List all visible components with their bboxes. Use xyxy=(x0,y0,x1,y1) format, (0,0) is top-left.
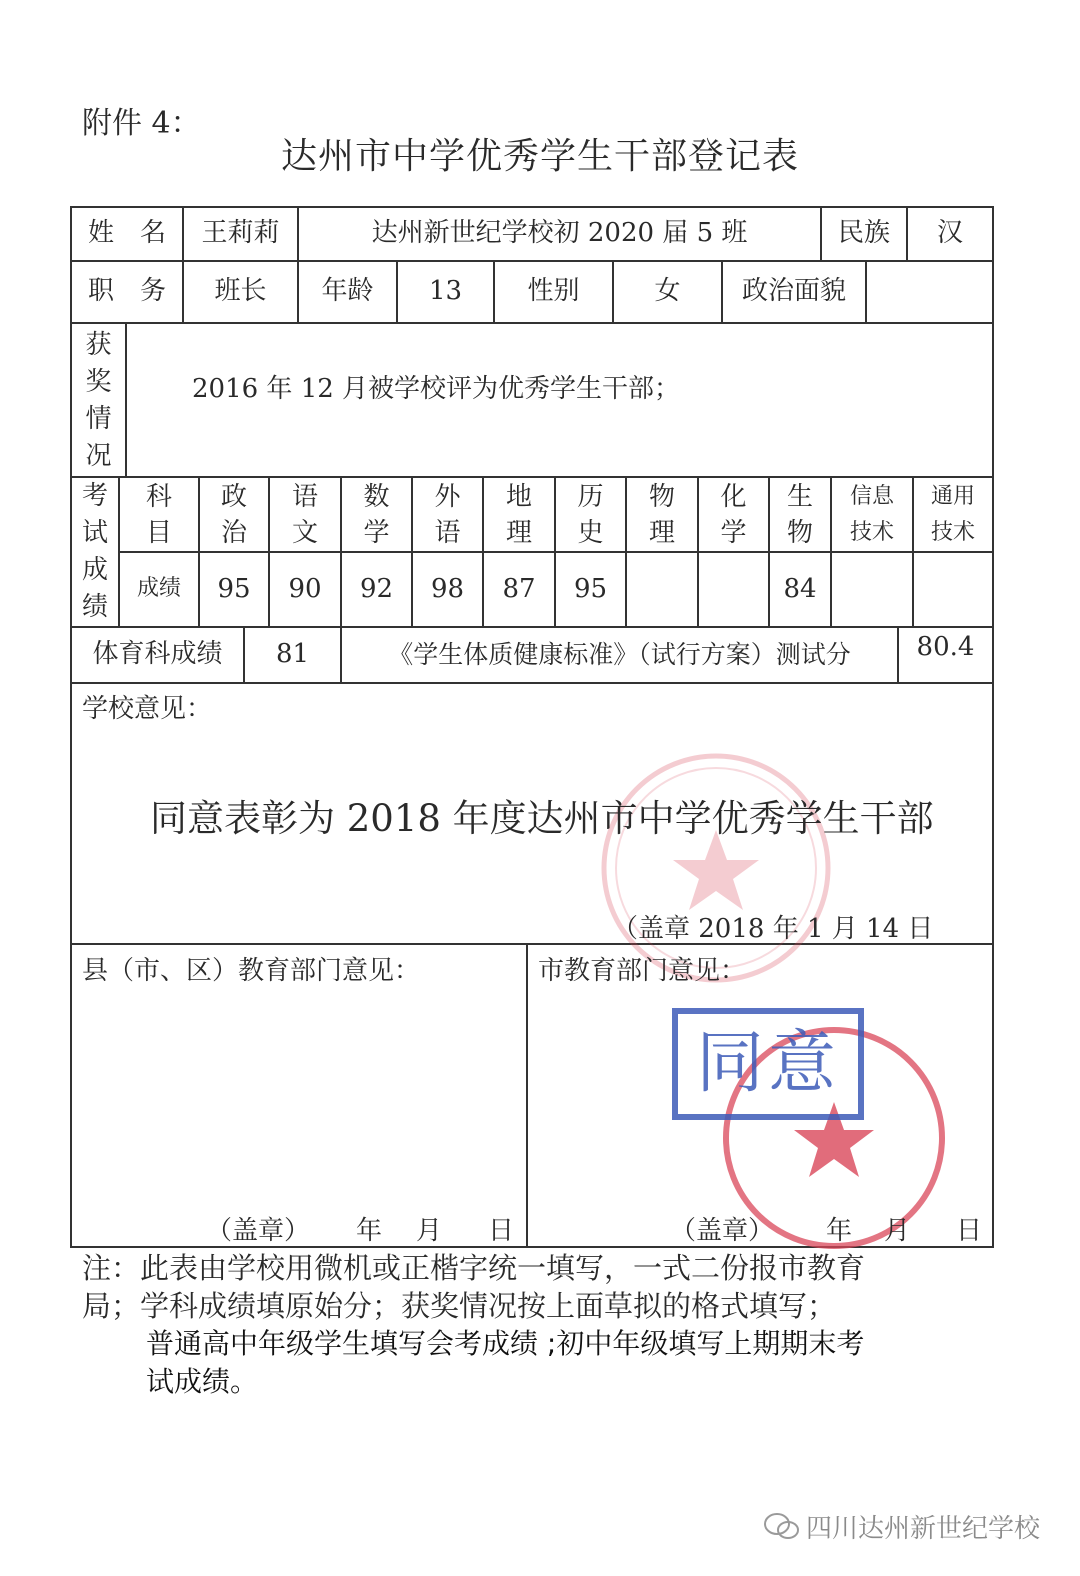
subject-math: 数 学 xyxy=(363,481,390,548)
name-label: 姓 名 xyxy=(87,218,166,249)
county-opinion-label: 县（市、区）教育部门意见： xyxy=(82,956,421,986)
subject-physics: 物 理 xyxy=(648,481,675,548)
score-biology: 84 xyxy=(783,573,817,604)
politics-value xyxy=(867,262,992,322)
note-line-3: 普通高中年级学生填写会考成绩 ;初中年级填写上期期末考 xyxy=(146,1327,865,1360)
subject-chemistry: 化 学 xyxy=(720,481,747,548)
age-value: 13 xyxy=(428,276,463,307)
pe-label: 体育科成绩 xyxy=(92,639,223,670)
score-politics: 95 xyxy=(217,573,251,604)
pe-score: 81 xyxy=(275,639,310,670)
name-value: 王莉莉 xyxy=(201,218,280,249)
city-day-label: 日 xyxy=(956,1216,983,1246)
school-opinion-text: 同意表彰为 2018 年度达州市中学优秀学生干部 xyxy=(150,797,934,840)
attachment-label: 附件 4： xyxy=(82,106,201,141)
subject-politics: 政 治 xyxy=(220,481,247,548)
gender-value: 女 xyxy=(654,276,681,307)
school-class-value: 达州新世纪学校初 2020 届 5 班 xyxy=(371,218,748,249)
politics-label: 政治面貌 xyxy=(741,276,846,307)
city-month-label: 月 xyxy=(884,1216,911,1246)
subject-chinese: 语 文 xyxy=(291,481,318,548)
position-label: 职 务 xyxy=(87,276,166,307)
wechat-watermark xyxy=(764,1508,1040,1545)
subject-general-tech: 通用 技术 xyxy=(930,483,975,545)
subject-it: 信息 技术 xyxy=(849,483,894,545)
city-seal-label: （盖章） xyxy=(670,1216,775,1246)
city-opinion-label: 市教育部门意见： xyxy=(538,956,747,986)
score-math: 92 xyxy=(359,573,394,604)
form-title: 达州市中学优秀学生干部登记表 xyxy=(280,136,799,177)
school-opinion-label: 学校意见： xyxy=(82,694,213,724)
gender-label: 性别 xyxy=(527,276,580,307)
ethnicity-value: 汉 xyxy=(936,218,963,249)
score-geography: 87 xyxy=(502,573,536,604)
awards-label: 获 奖 情 况 xyxy=(85,330,112,471)
score-foreign-language: 98 xyxy=(430,573,465,604)
exam-label: 考 试 成 绩 xyxy=(81,481,108,622)
awards-text: 2016 年 12 月被学校评为优秀学生干部； xyxy=(192,374,681,404)
watermark-text: 四川达州新世纪学校 xyxy=(805,1514,1040,1544)
fitness-standard-score: 80.4 xyxy=(916,632,975,663)
county-month-label: 月 xyxy=(416,1216,443,1246)
note-line-2: 局；学科成绩填原始分；获奖情况按上面草拟的格式填写； xyxy=(82,1289,837,1323)
position-value: 班长 xyxy=(214,276,267,307)
score-it xyxy=(832,553,912,626)
subject-header: 科 目 xyxy=(145,481,172,548)
county-year-label: 年 xyxy=(356,1216,383,1246)
score-header: 成绩 xyxy=(136,576,181,602)
note-line-1: 注：此表由学校用微机或正楷字统一填写，一式二份报市教育 xyxy=(82,1251,866,1285)
county-seal-label: （盖章） xyxy=(206,1216,311,1246)
score-general-tech xyxy=(914,553,992,626)
approved-stamp: 同意 xyxy=(672,1008,864,1120)
score-physics xyxy=(627,553,697,626)
score-chemistry xyxy=(699,553,768,626)
subject-geography: 地 理 xyxy=(505,481,532,548)
ethnicity-label: 民族 xyxy=(837,218,890,249)
score-chinese: 90 xyxy=(288,573,322,604)
note-line-4: 试成绩。 xyxy=(146,1365,259,1398)
fitness-standard-label: 《学生体质健康标准》（试行方案）测试分 xyxy=(388,640,851,669)
subject-biology: 生 物 xyxy=(786,481,813,548)
county-day-label: 日 xyxy=(488,1216,515,1246)
score-history: 95 xyxy=(573,573,608,604)
wechat-icon xyxy=(764,1512,800,1542)
subject-foreign-language: 外 语 xyxy=(434,481,461,548)
school-seal-date: （盖章 2018 年 1 月 14 日 xyxy=(612,914,934,944)
city-year-label: 年 xyxy=(826,1216,853,1246)
subject-history: 历 史 xyxy=(577,481,604,548)
age-label: 年龄 xyxy=(321,276,374,307)
